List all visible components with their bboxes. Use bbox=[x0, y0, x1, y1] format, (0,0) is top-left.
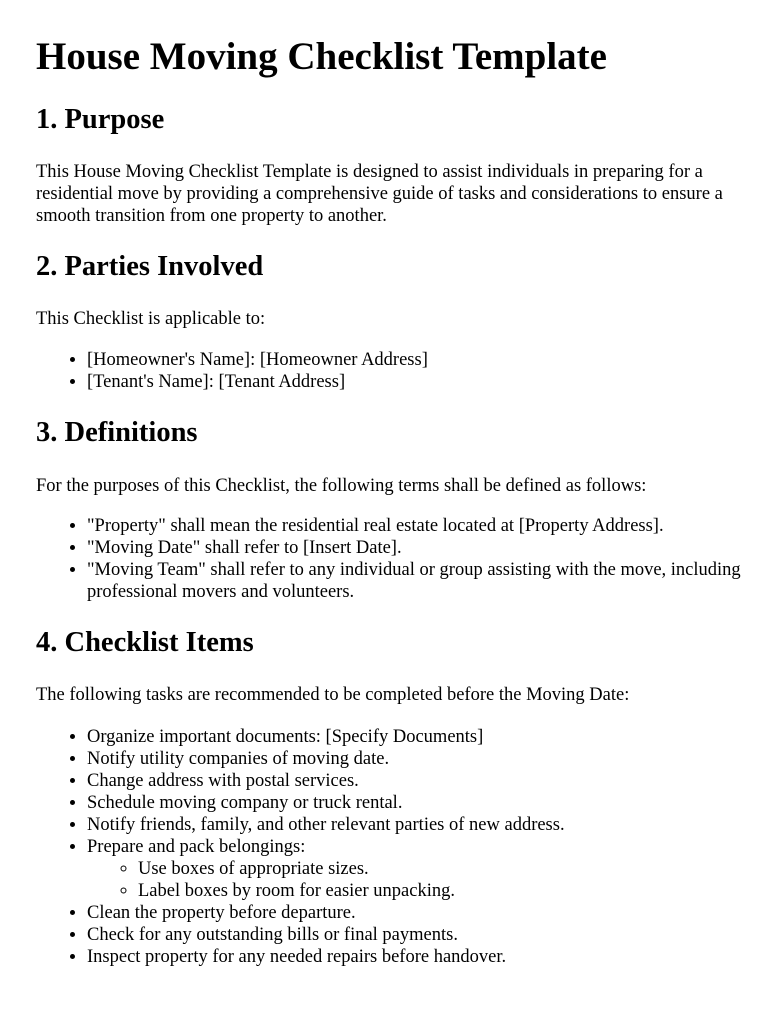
section-heading-checklist: 4. Checklist Items bbox=[36, 627, 254, 658]
purpose-paragraph: This House Moving Checklist Template is designed to assist individuals in preparing for a residential move by providing a comprehensive guide of tasks and considerations to ensure a smooth transition from one property to another. bbox=[36, 162, 723, 226]
section-heading-parties: 2. Parties Involved bbox=[36, 251, 264, 282]
list-item: • Notify friends, family, and other relevant parties of new address. bbox=[87, 814, 742, 836]
list-item: • Organize important documents: [Specify Documents] bbox=[87, 726, 742, 748]
list-item: • Check for any outstanding bills or final payments. bbox=[87, 924, 742, 946]
list-item: • [Tenant's Name]: [Tenant Address] bbox=[87, 371, 742, 393]
list-item-with-sublist bbox=[87, 836, 742, 902]
list-item: • Inspect property for any needed repairs before handover. bbox=[87, 946, 742, 968]
parties-paragraph: This Checklist is applicable to: bbox=[36, 309, 266, 329]
list-item: • Change address with postal services. bbox=[87, 770, 742, 792]
sublist-item: ◦ Label boxes by room for easier unpacking. bbox=[138, 880, 742, 902]
checklist-list bbox=[36, 726, 742, 968]
parties-list bbox=[36, 349, 742, 393]
document-title: House Moving Checklist Template bbox=[36, 35, 607, 78]
checklist-paragraph: The following tasks are recommended to be completed before the Moving Date: bbox=[36, 685, 630, 705]
definitions-paragraph: For the purposes of this Checklist, the following terms shall be defined as follows: bbox=[36, 476, 647, 496]
packing-sublist bbox=[87, 858, 742, 902]
list-item: • [Homeowner's Name]: [Homeowner Address] bbox=[87, 349, 742, 371]
list-item-label: Prepare and pack belongings: bbox=[87, 837, 306, 857]
sublist-item: ◦ Use boxes of appropriate sizes. bbox=[138, 858, 742, 880]
list-item: • "Moving Date" shall refer to [Insert Date]. bbox=[87, 537, 742, 559]
list-item: • "Moving Team" shall refer to any individual or group assisting with the move, including professional movers and volunteers. bbox=[87, 559, 742, 603]
section-heading-definitions: 3. Definitions bbox=[36, 417, 198, 448]
list-item: • Schedule moving company or truck rental. bbox=[87, 792, 742, 814]
list-item: • Clean the property before departure. bbox=[87, 902, 742, 924]
definitions-list bbox=[36, 515, 742, 603]
list-item: • "Property" shall mean the residential real estate located at [Property Address]. bbox=[87, 515, 742, 537]
list-item: • Notify utility companies of moving date. bbox=[87, 748, 742, 770]
section-heading-purpose: 1. Purpose bbox=[36, 104, 165, 135]
